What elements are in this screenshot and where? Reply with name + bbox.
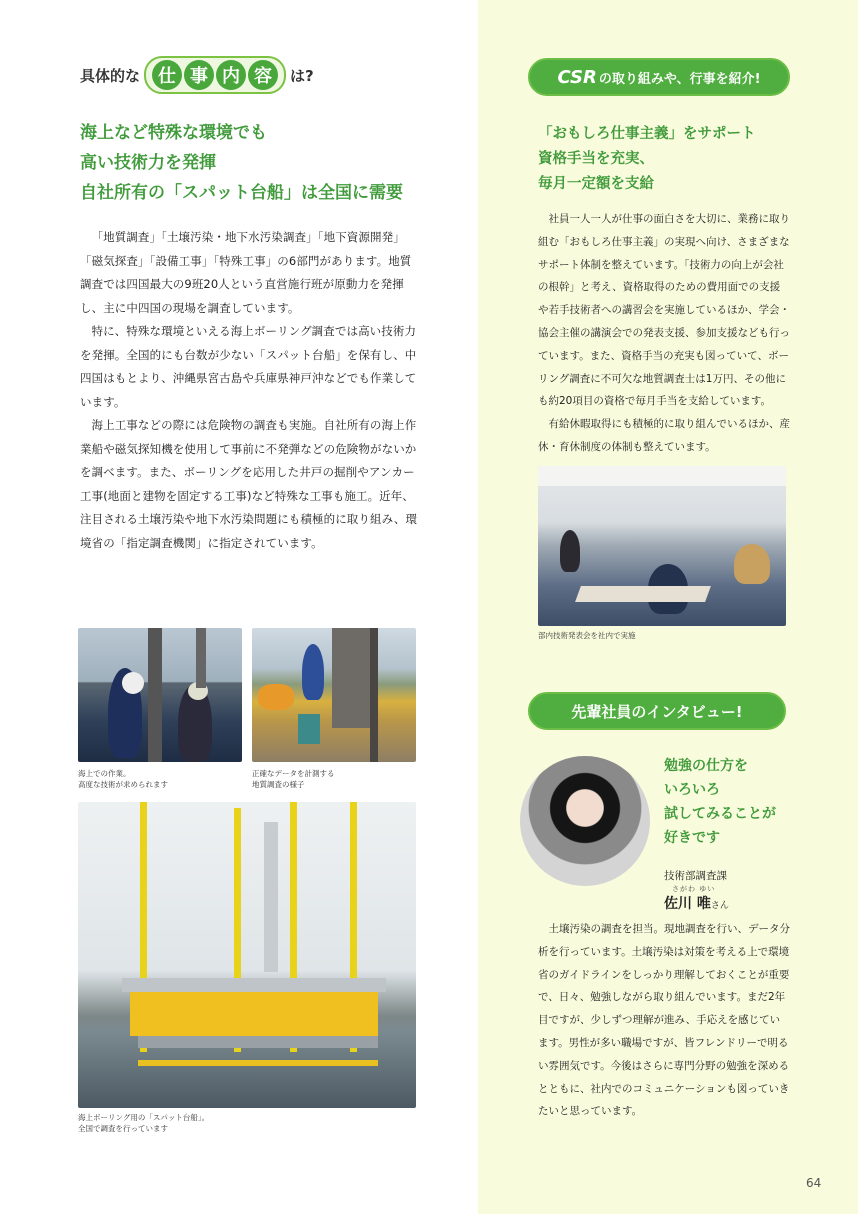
employee-department: 技術部調査課	[664, 870, 727, 882]
barge-railing	[122, 978, 386, 992]
body-paragraph: 社員一人一人が仕事の面白さを大切に、業務に取り組む「おもしろ仕事主義」の実現へ向け、さまざまなサポート体制を整えています。「技術力の向上が会社の根幹」と考え、資格取得のための費用面での支援や若手技術者への講習会を実施しているほか、学会・協会主催の講演会での発表支援、参加支援なども行っています。また、資格手当の充実も図っていて、ボーリング調査に不可欠な地質調査士は1万円、その他にも約20項目の資格で毎月手当を支給しています。	[538, 213, 790, 408]
name-text: 佐川 唯	[664, 896, 711, 912]
lead-line: 毎月一定額を支給	[538, 176, 654, 192]
body-paragraph: 特に、特殊な環境といえる海上ボーリング調査では高い技術力を発揮。全国的にも台数が少ない「スパット台船」を保有し、中四国はもとより、沖縄県宮古島や兵庫県神戸沖などでも作業しています。	[80, 324, 417, 409]
heading-suffix: は?	[290, 66, 314, 85]
desk	[575, 586, 711, 602]
boom-float	[138, 1060, 378, 1066]
lead-line: 高い技術力を発揮	[80, 153, 216, 173]
caption-line: 海上ボーリング用の「スパット台船」。	[78, 1113, 210, 1122]
heading-char: 内	[216, 60, 246, 90]
heading-char: 容	[248, 60, 278, 90]
csr-body	[538, 208, 790, 459]
section-heading	[80, 56, 314, 94]
heading-char: 事	[184, 60, 214, 90]
lead-line: 海上など特殊な環境でも	[80, 123, 267, 143]
interview-quote	[664, 754, 804, 850]
drill-rod	[148, 628, 162, 762]
csr-tag	[528, 58, 790, 96]
csr-tag-rest: の取り組みや、行事を紹介!	[598, 71, 761, 87]
caption-line: 正確なデータを計測する	[252, 769, 335, 778]
body-text	[80, 226, 420, 555]
drill-rod	[196, 628, 206, 688]
name-ruby: さがわ ゆい	[672, 885, 716, 893]
drill-rod	[370, 628, 378, 762]
survey-photo	[252, 628, 416, 762]
body-paragraph: 海上工事などの際には危険物の調査も実施。自社所有の海上作業船や磁気探知機を使用して事前に不発弾などの危険物がないかを調べます。また、ボーリングを応用した井戸の掘削やアンカー工事(地面と建物を固定する工事)など特殊な工事も施工。近年、注目される土壌汚染や地下水汚染問題にも積極的に取り組み、環境省の「指定調査機関」に指定されています。	[80, 418, 418, 550]
photo-caption	[78, 1112, 209, 1134]
lead-text	[80, 118, 470, 208]
body-paragraph: 有給休暇取得にも積極的に取り組んでいるほか、産休・育休制度の体制も整えています。	[538, 418, 790, 453]
caption-line: 海上での作業。	[78, 769, 131, 778]
worker-figure	[302, 644, 324, 700]
employee-name	[664, 893, 729, 913]
caption-line: 地質調査の様子	[252, 780, 305, 789]
body-paragraph: 土壌汚染の調査を担当。現地調査を行い、データ分析を行っています。土壌汚染は対策を考える上で環境省のガイドラインをしっかり理解しておくことが重要で、日々、勉強しながら取り組んでいます。まだ2年目ですが、少しずつ理解が進み、手応えを感じています。男性が多い職場ですが、皆フレンドリーで明るい雰囲気です。今後はさらに専門分野の勉強を深めるとともに、社内でのコミュニケーションも図っていきたいと思っています。	[538, 923, 790, 1118]
attendee-figure	[734, 544, 770, 584]
caption-line: 全国で調査を行っています	[78, 1124, 168, 1133]
attendee-figure	[560, 530, 580, 572]
employee-portrait	[520, 756, 650, 886]
interview-tag: 先輩社員のインタビュー!	[528, 692, 786, 730]
float-buoy	[258, 684, 294, 710]
caption-line: 高度な技術が求められます	[78, 780, 168, 789]
photo-caption	[78, 768, 168, 790]
heading-highlight	[144, 56, 286, 94]
quote-line: 試してみることが	[664, 806, 776, 822]
spud-barge-photo	[78, 802, 416, 1108]
sign-board	[298, 714, 320, 744]
photo-caption	[252, 768, 335, 790]
barge-legs	[138, 1036, 378, 1048]
honorific: さん	[710, 901, 729, 911]
heading-char: 仕	[152, 60, 182, 90]
heading-prefix: 具体的な	[80, 66, 141, 85]
quote-line: いろいろ	[664, 782, 720, 798]
helmet	[122, 672, 144, 694]
csr-lead	[538, 122, 788, 197]
barge-deck	[130, 992, 378, 1036]
drill-tower	[264, 822, 278, 972]
csr-tag-big: CSR	[557, 66, 597, 88]
interview-body	[538, 918, 790, 1123]
quote-line: 好きです	[664, 830, 720, 846]
quote-line: 勉強の仕方を	[664, 758, 748, 774]
drill-tower	[332, 628, 372, 728]
meeting-photo	[538, 466, 786, 626]
lead-line: 「おもしろ仕事主義」をサポート	[538, 126, 756, 142]
lead-line: 自社所有の「スパット台船」は全国に需要	[80, 183, 403, 203]
lead-line: 資格手当を充実、	[538, 151, 654, 167]
meeting-caption: 部内技術発表会を社内で実施	[538, 631, 636, 640]
sea-work-photo	[78, 628, 242, 762]
body-paragraph: 「地質調査」「土壌汚染・地下水汚染調査」「地下資源開発」「磁気探査」「設備工事」「特殊工事」の6部門があります。地質調査では四国最大の9班20人という直営施行班が原動力を発揮し、主に中四国の現場を調査しています。	[80, 230, 412, 315]
ceiling	[538, 466, 786, 486]
page-number: 64	[806, 1176, 822, 1190]
